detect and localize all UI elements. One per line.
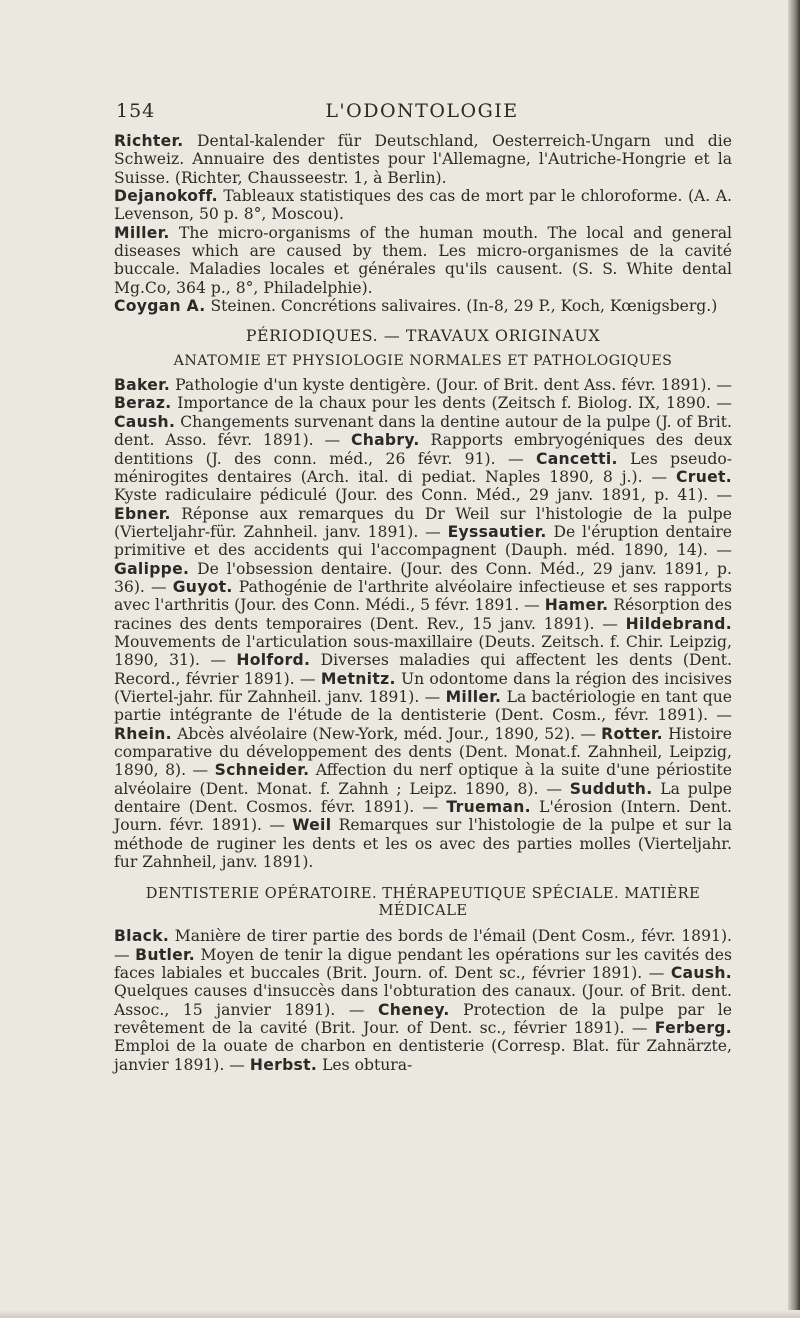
author-name: Miller. [114,223,170,242]
book-entry [114,224,732,297]
author-name: Cancetti. [535,449,618,468]
citation-text: The micro-organisms of the human mouth. The local and general diseases which are caused by them. Les micro-organismes de la cavité buccale. Maladies locales et générales qu'ils causent. (S. S. White dental Mg.Co, 364 p., 8°, Philadelphie). [114,223,732,297]
section-title-periodiques: PÉRIODIQUES. — TRAVAUX ORIGINAUX [245,326,601,346]
book-entry [114,132,732,187]
citation-text: L'érosion (Intern. Dent. Journ. févr. 1891). — [114,798,732,835]
citation-text: Emploi de la ouate de charbon en dentisterie (Corresp. Blat. für Zahnärzte, janvier 1891). — [114,1037,732,1074]
author-name: Galippe. [114,559,190,578]
page-number: 154 [116,100,156,122]
periodicals-paragraph-anatomie [114,376,732,871]
citation-text: Affection du nerf optique à la suite d'une périostite alvéolaire (Dent. Monat. f. Zahnh ; Leipz. 1890, 8). — [114,761,732,798]
citation-text: Dental-kalender für Deutschland, Oesterreich-Ungarn und die Schweiz. Annuaire des dentistes pour l'Allemagne, l'Autriche-Hongrie et la Suisse. (Richter, Chausseestr. 1, à Berlin). [114,132,732,187]
citation-text: De l'obsession dentaire. (Jour. des Conn. Méd., 29 janv. 1891, p. 36). — [114,559,732,596]
author-name: Hildebrand. [625,614,732,633]
author-name: Trueman. [446,798,531,817]
citation-text: De l'éruption dentaire primitive et des accidents qui l'accompagnent (Dauph. méd. 1890, 14). — [114,522,733,560]
author-name: Cruet. [676,467,732,486]
citation-text: Un odontome dans la région des incisives (Viertel-jahr. für Zahnheil. janv. 1891). — [114,669,732,706]
page-header [116,100,728,130]
citation-text: Mouvements de l'articulation sous-maxillaire (Deuts. Zeitsch. f. Chir. Leipzig, 1890, 31). — [114,632,732,670]
citation-text: Importance de la chaux pour les dents (Zeitsch f. Biolog. IX, 1890. — [171,394,732,413]
citation-text: Rapports embryogéniques des deux dentitions (J. des conn. méd., 26 févr. 91). — [114,431,732,468]
periodicals-paragraph-dentisterie [114,927,732,1074]
author-name: Metnitz. [320,669,396,688]
page-edge-shadow [788,0,800,1318]
citation-text: Quelques causes d'insuccès dans l'obturation des canaux. (Jour. of Brit. dent. Assoc., 15 janvier 1891). — [114,982,732,1019]
citation-text: Kyste radiculaire pédiculé (Jour. des Conn. Méd., 29 janv. 1891, p. 41). — [114,486,732,505]
section-title-dentisterie: DENTISTERIE OPÉRATOIRE. THÉRAPEUTIQUE SPÉCIALE. MATIÈRE MÉDICALE [145,885,701,920]
book-list [114,132,732,315]
citation-text: Réponse aux remarques du Dr Weil sur l'histologie de la pulpe (Vierteljahr-für. Zahnheil. janv. 1891). — [114,504,732,541]
author-name: Weil [292,816,332,835]
author-name: Coygan A. [114,297,206,316]
author-name: Butler. [135,945,195,964]
running-title: L'ODONTOLOGIE [325,100,519,122]
citation-text: Diverses maladies qui affectent les dents (Dent. Record., février 1891). — [114,651,732,688]
citation-text: Histoire comparative du développement des dents (Dent. Monat.f. Zahnheil, Leipzig, 1890, 8). — [114,724,732,780]
citation-text: Manière de tirer partie des bords de l'émail (Dent Cosm., févr. 1891). — [114,927,732,964]
author-name: Caush. [114,412,176,431]
author-name: Ferberg. [654,1019,732,1038]
author-name: Miller. [445,687,502,706]
author-name: Cheney. [378,1000,450,1019]
citation-text: Résorption des racines des dents temporaires (Dent. Rev., 15 janv. 1891). — [114,596,733,633]
citation-text: Moyen de tenir la digue pendant les opérations sur les cavités des faces labiales et buccales (Brit. Journ. of. Dent sc., février 1891). — [114,945,732,983]
citation-text: Pathologie d'un kyste dentigère. (Jour. of Brit. dent Ass. févr. 1891). — [170,376,732,395]
author-name: Eyssautier. [447,522,547,541]
author-name: Baker. [114,376,171,395]
author-name: Guyot. [172,577,233,596]
author-name: Sudduth. [569,779,653,798]
book-entry [114,187,732,224]
citation-text: Changements survenant dans la dentine autour de la pulpe (J. of Brit. dent. Asso. févr. 1891). — [114,412,732,450]
citation-text: Abcès alvéolaire (New-York, méd. Jour., 1890, 52). — [171,724,602,743]
subsection-title-anatomie: ANATOMIE ET PHYSIOLOGIE NORMALES ET PATHOLOGIQUES [173,352,673,369]
citation-text: Les pseudo-ménirogites dentaires (Arch. ital. di pediat. Naples 1890, 8 j.). — [114,449,732,486]
citation-text: La bactériologie en tant que partie intégrante de l'étude de la dentisterie (Dent. Cosm., févr. 1891). — [114,687,732,725]
page-bottom-shadow [0,1310,800,1318]
author-name: Hamer. [544,596,609,615]
citation-text: Pathogénie de l'arthrite alvéolaire infectieuse et ses rapports avec l'arthritis (Jour. des Conn. Médi., 5 févr. 1891. — [114,577,733,615]
author-name: Holford. [236,651,311,670]
citation-text: Les obtura- [317,1055,413,1074]
citation-text: Tableaux statistiques des cas de mort par le chloroforme. (A. A. Levenson, 50 p. 8°, Moscou). [114,187,732,224]
author-name: Rhein. [114,724,172,743]
author-name: Beraz. [114,394,172,413]
citation-text: Steinen. Concrétions salivaires. (In-8, 29 P., Koch, Kœnigsberg.) [205,297,718,316]
citation-text: La pulpe dentaire (Dent. Cosmos. févr. 1891). — [114,779,732,817]
author-name: Schneider. [214,761,310,780]
author-name: Dejanokoff. [114,187,218,206]
author-name: Chabry. [350,431,420,450]
book-entry [114,297,732,315]
citation-text: Remarques sur l'histologie de la pulpe et sur la méthode de ruginer les dents et les os avec des parties molles (Vierteljahr. fur Zahnheil, janv. 1891). [114,816,732,872]
page-content [114,132,732,1074]
author-name: Rotter. [601,724,663,743]
author-name: Caush. [670,964,732,983]
author-name: Black. [114,927,170,946]
author-name: Richter. [114,132,184,150]
author-name: Herbst. [249,1055,318,1074]
citation-text: Protection de la pulpe par le revêtement de la cavité (Brit. Jour. of Dent. sc., février 1891). — [114,1000,732,1038]
author-name: Ebner. [114,504,171,523]
